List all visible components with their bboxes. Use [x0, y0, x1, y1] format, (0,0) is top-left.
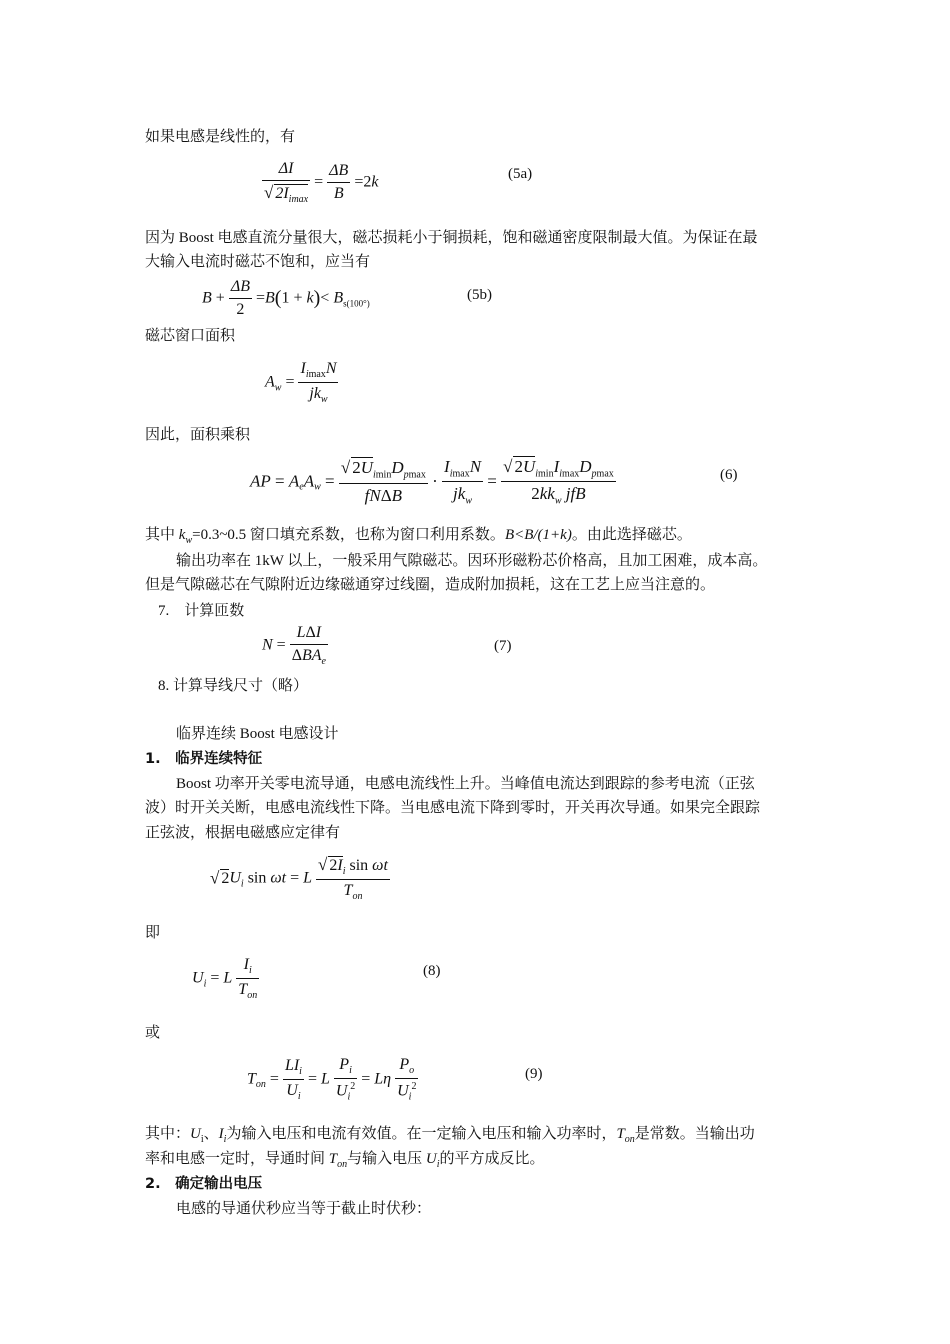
para-gap-core-1: 输出功率在 1kW 以上，一般采用气隙磁芯。因环形磁粉芯价格高，且加工困难，成本高。	[176, 553, 768, 569]
para-boost-dc-1: 因为 Boost 电感直流分量很大，磁芯损耗小于铜损耗，饱和磁通密度限制最大值。为保证在最	[145, 230, 758, 246]
equation-5b: B + $\frac{\Delta B}{2}$ $=B(1 + k)< B_{s(100^\circ)}$	[202, 278, 370, 318]
para-critical-3: 正弦波，根据电磁感应定律有	[145, 825, 341, 841]
para-gap-core-2: 但是气隙磁芯在气隙附近边缘磁通穿过线圈，造成附加损耗，这在工艺上应当注意的。	[145, 577, 716, 593]
equation-number-6: (6)	[720, 467, 738, 483]
para-volt-second: 电感的导通伏秒应当等于截止时伏秒：	[176, 1201, 432, 1217]
para-critical-2: 波）时开关关断，电感电流线性下降。当电感电流下降到零时，开关再次导通。如果完全跟踪	[145, 800, 761, 816]
para-linear: 如果电感是线性的，有	[145, 129, 296, 145]
section-title: 临界连续 Boost 电感设计	[176, 726, 339, 742]
step-7: 7. 计算匝数	[158, 603, 245, 619]
para-area-product: 因此，面积乘积	[145, 427, 251, 443]
para-ton-1: 其中：$U_i$、$I_i$为输入电压和电流有效值。在一定输入电压和输入功率时，$T_{on}$是常数。当输出功	[145, 1126, 755, 1145]
equation-7: N = $\frac{\text{LΔI}}{\Delta BA_e}$	[262, 624, 326, 668]
equation-6: AP = $A_eA_w$ = $\frac{√ 2U_{imin}D_{pmax}}{\text{fNΔB}}$ · $\frac{I_{imax}N}{jk_w}$ = $\frac{√ 2U_{imin}I_{imax}D_{pmax}}{2kk_w jfB}$	[250, 456, 614, 507]
equation-number-8: (8)	[423, 963, 441, 979]
para-kw: 其中 $k_w=0.3\sim 0.5$ 窗口填充系数，也称为窗口利用系数。B<B/(1+k)。由此选择磁芯。	[145, 527, 692, 546]
para-ji: 即	[145, 925, 161, 941]
para-boost-dc-2: 大输入电流时磁芯不饱和，应当有	[145, 254, 371, 270]
heading-1: 1. 临界连续特征	[145, 751, 263, 767]
equation-8: $U_i = L$ $\frac{I_i}{T_{on}}$	[192, 956, 258, 1002]
heading-2: 2. 确定输出电压	[145, 1176, 263, 1192]
equation-number-7: (7)	[494, 638, 512, 654]
equation-number-9: (9)	[525, 1066, 543, 1082]
para-window-area: 磁芯窗口面积	[145, 328, 236, 344]
equation-5a: $\frac{\Delta I}{√ 2I_{imax}}$ = $\frac{\Delta B}{B}$ =2k	[264, 160, 379, 206]
equation-number-5b: (5b)	[467, 287, 492, 303]
equation-aw: $A_w$ = $\frac{I_{imax}N}{jk_w}$	[265, 360, 337, 406]
para-critical-1: Boost 功率开关零电流导通，电感电流线性上升。当峰值电流达到跟踪的参考电流（正弦	[176, 776, 755, 792]
para-huo: 或	[145, 1025, 161, 1041]
equation-number-5a: (5a)	[508, 166, 533, 182]
equation-sin: √ $2U_i$ sin ωt = L $\frac{√ 2I_i \sin \omega t}{T_{on}}$	[210, 855, 388, 903]
para-ton-2: 率和电感一定时，导通时间 $T_{on}$与输入电压 $U_i$的平方成反比。	[145, 1151, 545, 1170]
equation-9: $T_{on}$ = $\frac{LI_i}{U_i}$ = L $\frac{P_i}{U_i^2}$ = Lη $\frac{P_o}{U_i^2}$	[247, 1056, 417, 1103]
step-8: 8. 计算导线尺寸（略）	[158, 678, 309, 694]
